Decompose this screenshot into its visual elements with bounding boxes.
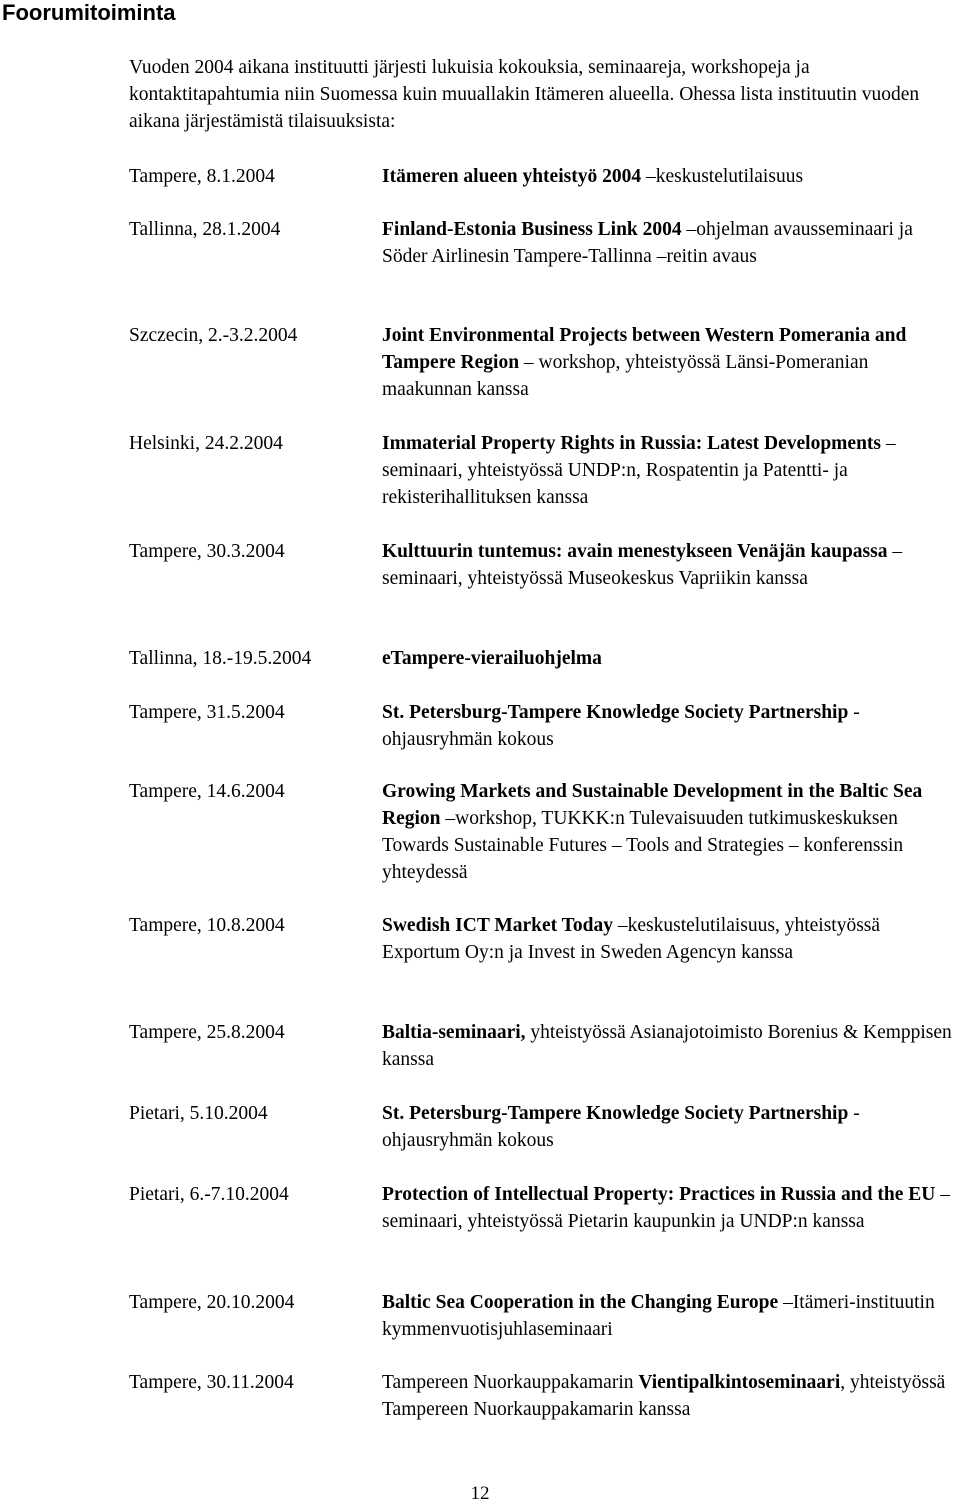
event-title: Kulttuurin tuntemus: avain menestykseen Venäjän kaupassa <box>382 541 888 562</box>
event-details: - ohjausryhmän kokous <box>382 1103 860 1151</box>
event-description <box>382 163 960 190</box>
event-description <box>382 1369 960 1423</box>
event-title: Baltia-seminaari, <box>382 1022 526 1043</box>
event-title: Baltic Sea Cooperation in the Changing Europe <box>382 1292 779 1313</box>
event-description <box>382 645 960 672</box>
event-description <box>382 699 960 753</box>
event-title: Protection of Intellectual Property: Practices in Russia and the EU <box>382 1184 936 1205</box>
event-title: St. Petersburg-Tampere Knowledge Society Partnership <box>382 702 849 723</box>
event-details: –Itämeri-instituutin kymmenvuotisjuhlaseminaari <box>382 1292 935 1340</box>
event-date: Szczecin, 2.-3.2.2004 <box>129 325 298 346</box>
event-description <box>382 216 960 270</box>
event-date: Tallinna, 28.1.2004 <box>129 219 281 240</box>
event-details: –seminaari, yhteistyössä Pietarin kaupunkin ja UNDP:n kanssa <box>382 1184 950 1232</box>
event-title: Vientipalkintoseminaari <box>638 1372 841 1393</box>
event-date: Tallinna, 18.-19.5.2004 <box>129 648 312 669</box>
event-description <box>382 1289 960 1343</box>
event-date: Pietari, 5.10.2004 <box>129 1103 268 1124</box>
event-date: Pietari, 6.-7.10.2004 <box>129 1184 289 1205</box>
event-details: –seminaari, yhteistyössä UNDP:n, Rospatentin ja Patentti- ja rekisterihallituksen kanssa <box>382 433 896 508</box>
event-date: Tampere, 25.8.2004 <box>129 1022 285 1043</box>
event-details: –ohjelman avausseminaari ja Söder Airlinesin Tampere-Tallinna –reitin avaus <box>382 219 913 267</box>
event-description <box>382 1019 960 1073</box>
event-date: Tampere, 8.1.2004 <box>129 166 275 187</box>
event-title: eTampere-vierailuohjelma <box>382 648 602 669</box>
event-title: Itämeren alueen yhteistyö 2004 <box>382 166 642 187</box>
event-prefix: Tampereen Nuorkauppakamarin <box>382 1372 639 1393</box>
event-date: Tampere, 30.11.2004 <box>129 1372 294 1393</box>
event-title: Growing Markets and Sustainable Development in the Baltic Sea Region <box>382 781 923 829</box>
event-title: Finland-Estonia Business Link 2004 <box>382 219 682 240</box>
event-title: Immaterial Property Rights in Russia: Latest Developments <box>382 433 882 454</box>
event-date: Tampere, 30.3.2004 <box>129 541 285 562</box>
event-description <box>382 912 960 966</box>
event-description <box>382 322 960 403</box>
event-title: St. Petersburg-Tampere Knowledge Society Partnership <box>382 1103 849 1124</box>
event-details: - ohjausryhmän kokous <box>382 702 860 750</box>
event-description <box>382 1100 960 1154</box>
event-date: Tampere, 10.8.2004 <box>129 915 285 936</box>
event-date: Helsinki, 24.2.2004 <box>129 433 283 454</box>
event-description <box>382 538 960 592</box>
intro-paragraph: Vuoden 2004 aikana instituutti järjesti lukuisia kokouksia, seminaareja, workshopeja ja kontaktitapahtumia niin Suomessa kuin muuallakin Itämeren alueella. Ohessa lista instituutin vuoden aikana järjestämistä tilaisuuksista: <box>129 57 920 132</box>
event-date: Tampere, 14.6.2004 <box>129 781 285 802</box>
event-details: yhteistyössä Asianajotoimisto Borenius & Kemppisen kanssa <box>382 1022 952 1070</box>
event-description <box>382 778 960 886</box>
event-description <box>382 1181 960 1235</box>
event-date: Tampere, 31.5.2004 <box>129 702 285 723</box>
event-details: –keskustelutilaisuus <box>641 166 804 187</box>
event-title: Swedish ICT Market Today <box>382 915 613 936</box>
page-heading: Foorumitoiminta <box>2 0 176 25</box>
page-number: 12 <box>470 1483 490 1504</box>
event-date: Tampere, 20.10.2004 <box>129 1292 295 1313</box>
event-details: – workshop, yhteistyössä Länsi-Pomeranian maakunnan kanssa <box>382 352 869 400</box>
event-details: , yhteistyössä Tampereen Nuorkauppakamarin kanssa <box>382 1372 946 1420</box>
event-title: Joint Environmental Projects between Western Pomerania and Tampere Region <box>382 325 907 373</box>
event-details: –workshop, TUKKK:n Tulevaisuuden tutkimuskeskuksen Towards Sustainable Futures – Tools and Strategies – konferenssin yhteydessä <box>382 808 904 883</box>
event-description <box>382 430 960 511</box>
event-details: –seminaari, yhteistyössä Museokeskus Vapriikin kanssa <box>382 541 903 589</box>
event-details: –keskustelutilaisuus, yhteistyössä Exportum Oy:n ja Invest in Sweden Agencyn kanssa <box>382 915 881 963</box>
